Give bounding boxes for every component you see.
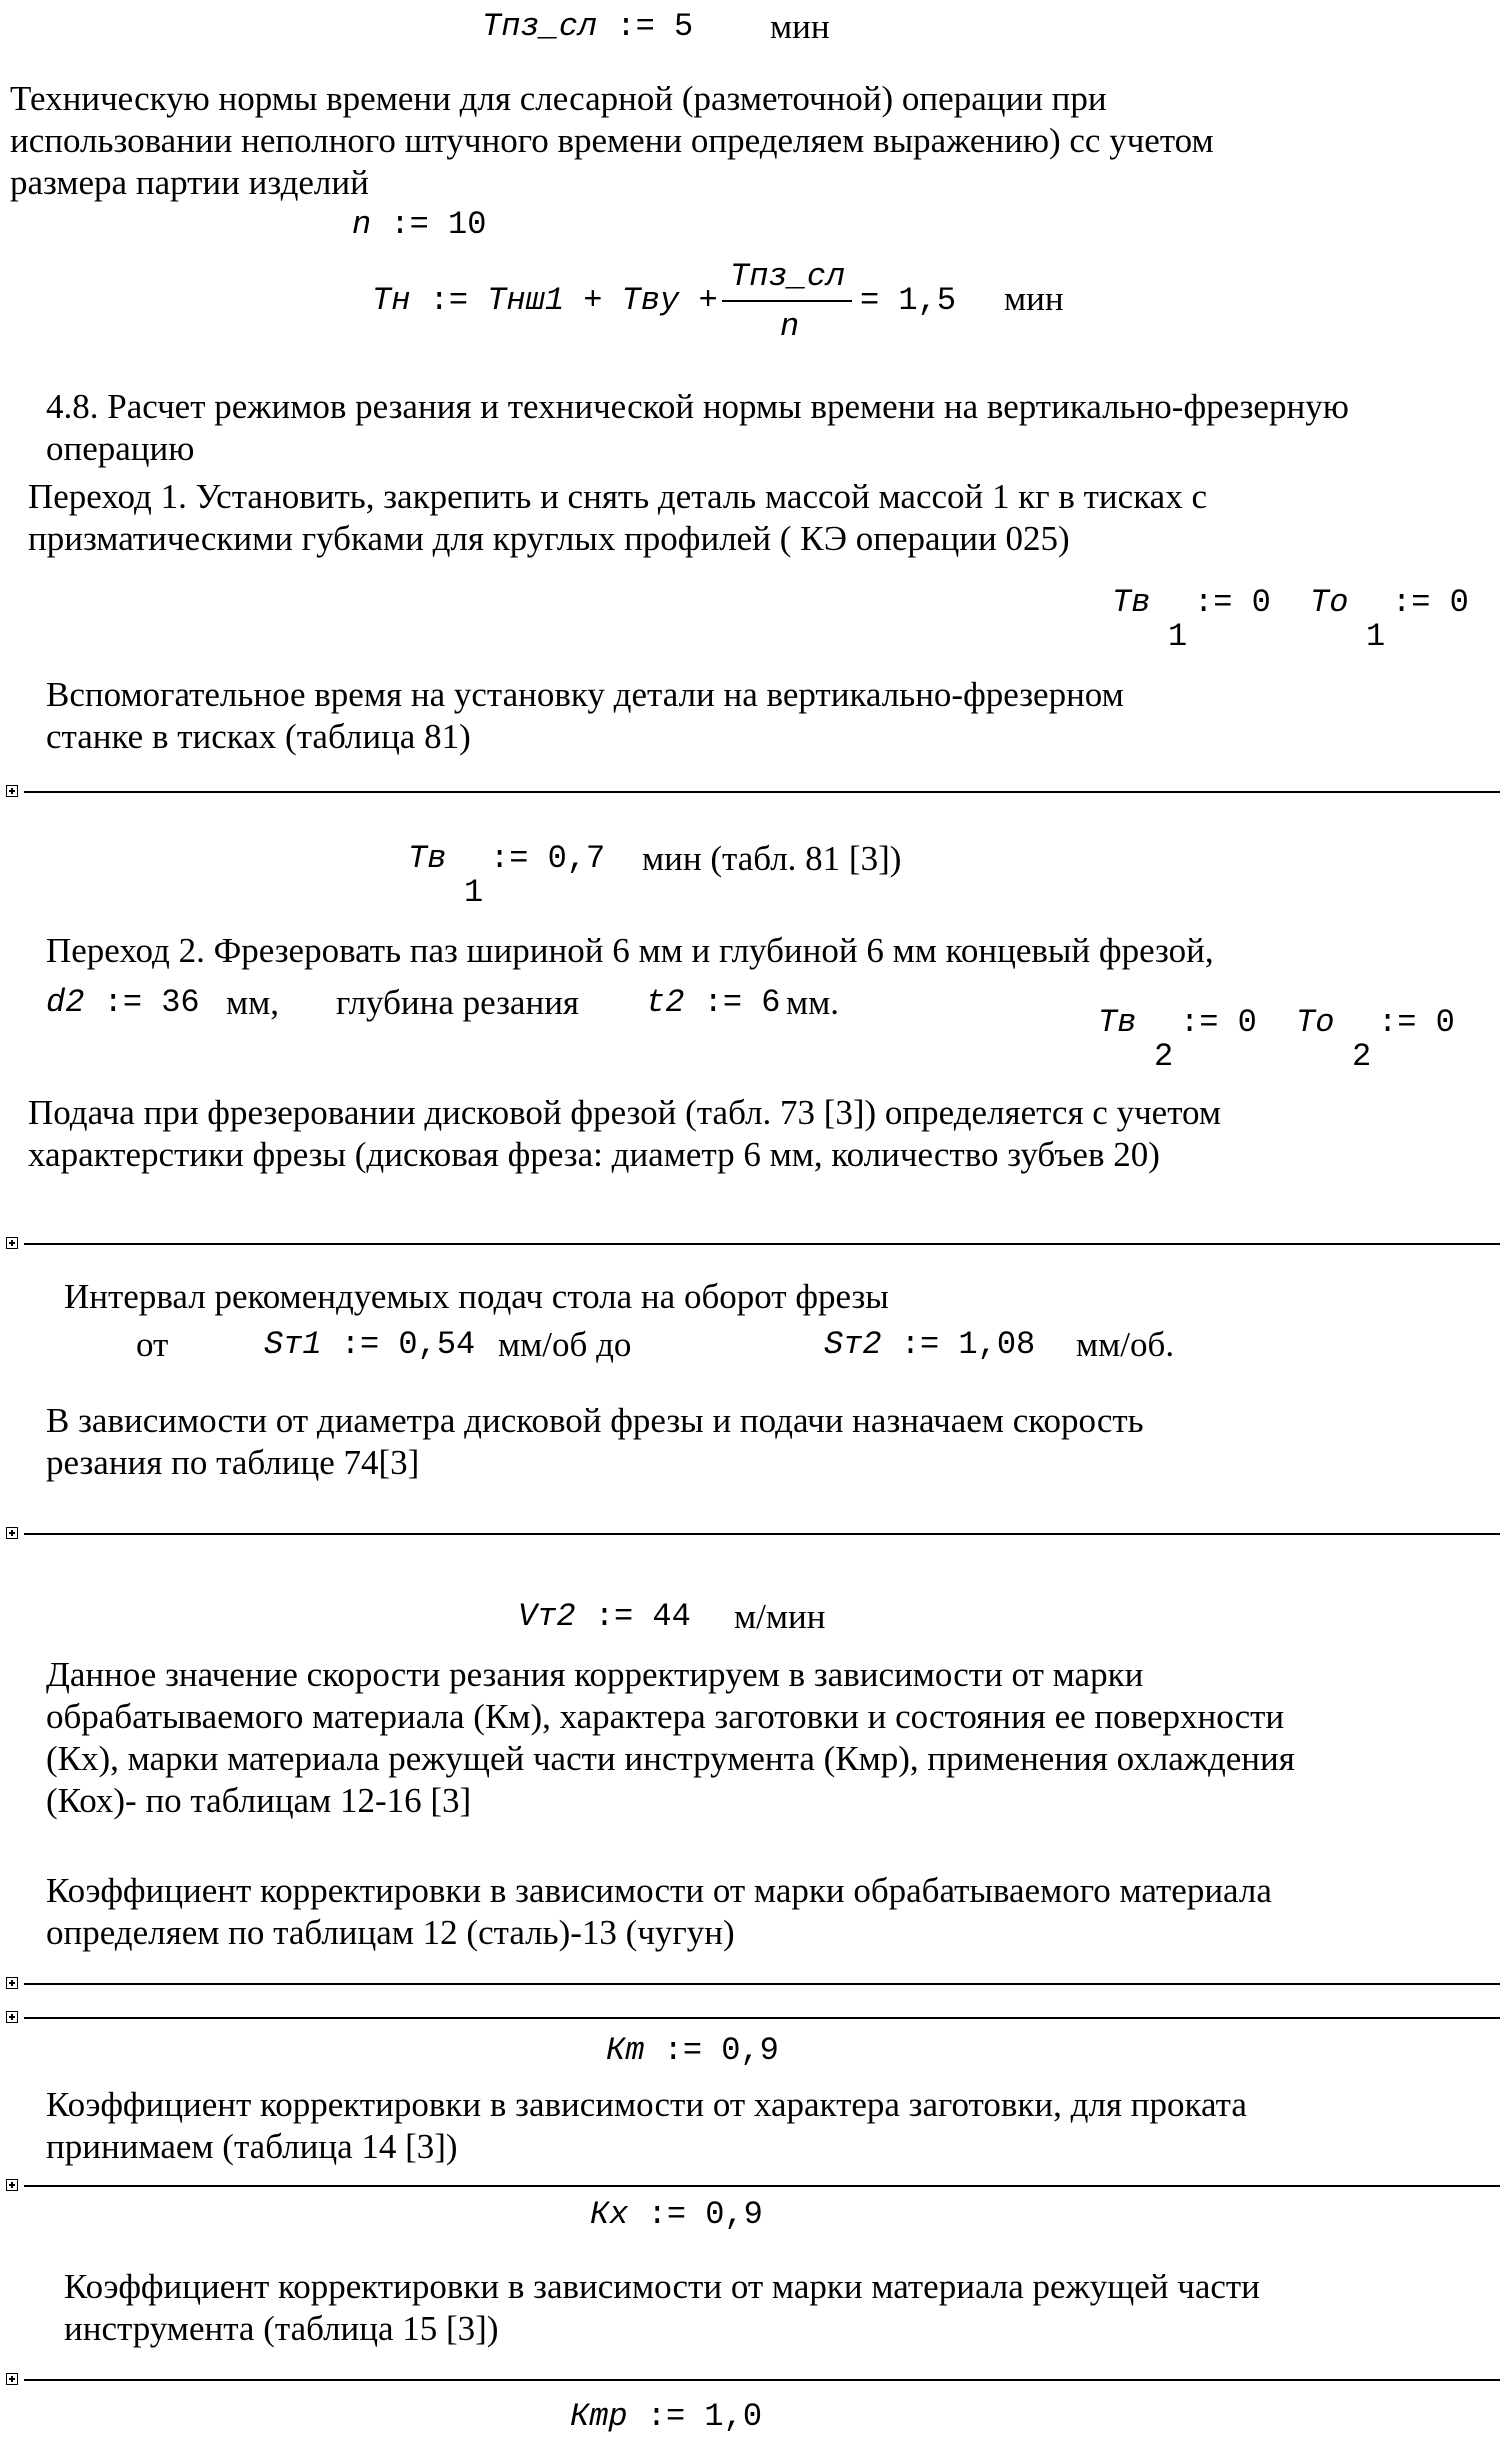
eq-result: 1,5 xyxy=(898,282,957,319)
fraction-numerator: Тпз_сл xyxy=(730,258,846,295)
region-expand-toggle[interactable] xyxy=(6,2011,18,2023)
eq-unit: мм, xyxy=(226,983,280,1022)
eq-value: 10 xyxy=(448,206,487,243)
eq-value: 0,54 xyxy=(398,1326,476,1363)
eq-n[interactable]: n := 10 xyxy=(352,206,487,243)
eq-km[interactable]: Кm := 0,9 xyxy=(606,2032,779,2069)
paragraph-line: принимаем (таблица 14 [3]) xyxy=(46,2127,458,2166)
eq-value: 0,7 xyxy=(547,840,606,877)
paragraph-line: (Кх), марки материала режущей части инструмента (Кмр), применения охлаждения xyxy=(46,1739,1295,1778)
eq-value: 6 xyxy=(761,984,781,1021)
paragraph-line: (Кох)- по таблицам 12-16 [3] xyxy=(46,1781,472,1820)
eq-value: 44 xyxy=(652,1598,691,1635)
eq-value: 0 xyxy=(1237,1004,1257,1041)
eq-subscript: 1 xyxy=(1168,618,1188,655)
section-heading: операцию xyxy=(46,429,195,468)
eq-var: Vт2 xyxy=(518,1598,576,1635)
eq-value: 0,9 xyxy=(721,2032,779,2069)
paragraph-line: Переход 2. Фрезеровать паз шириной 6 мм и глубиной 6 мм концевый фрезой, xyxy=(46,931,1214,970)
eq-var: Тн xyxy=(372,282,411,319)
eq-var: Кх xyxy=(590,2196,629,2233)
eq-value: 1,08 xyxy=(958,1326,1036,1363)
eq-kx[interactable]: Кх := 0,9 xyxy=(590,2196,763,2233)
paragraph-line: станке в тисках (таблица 81) xyxy=(46,717,471,756)
eq-unit: мм/об до xyxy=(498,1325,632,1364)
eq-var: То xyxy=(1296,1004,1335,1041)
eq-value: 36 xyxy=(161,984,200,1021)
paragraph-line: Интервал рекомендуемых подач стола на оборот фрезы xyxy=(64,1277,889,1316)
region-expand-toggle[interactable] xyxy=(6,2179,18,2191)
eq-unit: мин xyxy=(1004,279,1064,318)
eq-subscript: 1 xyxy=(464,874,484,911)
eq-tn[interactable]: Тн := Тнш1 + Тву + Тпз_сл n = 1,5 мин xyxy=(372,258,1064,345)
region-divider xyxy=(24,2017,1500,2019)
eq-unit: м/мин xyxy=(734,1597,826,1636)
eq-value: 0 xyxy=(1449,584,1469,621)
eq-unit: мм/об. xyxy=(1076,1325,1175,1364)
eq-tpz[interactable]: Тпз_сл := 5 xyxy=(482,8,694,45)
eq-var: Тв xyxy=(1112,584,1151,621)
eq-var: Тв xyxy=(408,840,447,877)
eq-subscript: 2 xyxy=(1154,1038,1174,1075)
region-divider xyxy=(24,2379,1500,2381)
eq-tv1-calc[interactable]: Тв 1 := 0,7 мин (табл. 81 [3]) xyxy=(408,839,902,911)
eq-var: n xyxy=(352,206,372,243)
fraction-denominator: n xyxy=(780,308,800,345)
eq-var: Кmр xyxy=(570,2398,628,2435)
eq-vt2[interactable]: Vт2 := 44 xyxy=(518,1598,691,1635)
paragraph-line: призматическими губками для круглых профилей ( КЭ операции 025) xyxy=(28,519,1070,558)
paragraph-line: инструмента (таблица 15 [3]) xyxy=(64,2309,499,2348)
paragraph-line: Переход 1. Установить, закрепить и снять деталь массой массой 1 кг в тисках с xyxy=(28,477,1207,516)
region-expand-toggle[interactable] xyxy=(6,2373,18,2385)
eq-term: Тнш1 xyxy=(487,282,565,319)
eq-var: Тв xyxy=(1098,1004,1137,1041)
paragraph-line: Коэффициент корректировки в зависимости от марки материала режущей части xyxy=(64,2267,1260,2306)
eq-value: 1,0 xyxy=(704,2398,763,2435)
eq-term: Тву xyxy=(621,282,680,319)
region-divider xyxy=(24,1243,1500,1245)
paragraph-line: Данное значение скорости резания корректируем в зависимости от марки xyxy=(46,1655,1144,1694)
eq-var: Кm xyxy=(606,2032,645,2069)
paragraph-line: Техническую нормы времени для слесарной (разметочной) операции при xyxy=(10,79,1107,118)
paragraph-line: Коэффициент корректировки в зависимости от марки обрабатываемого материала xyxy=(46,1871,1272,1910)
eq-feed-interval[interactable]: от Sт1 := 0,54 мм/об до Sт2 := 1,08 мм/об. xyxy=(136,1325,1175,1364)
paragraph-line: использовании неполного штучного времени определяем выражению) сс учетом xyxy=(10,121,1214,160)
eq-var: Sт1 xyxy=(264,1326,322,1363)
paragraph-line: Коэффициент корректировки в зависимости от характера заготовки, для проката xyxy=(46,2085,1247,2124)
eq-label: глубина резания xyxy=(336,983,580,1022)
eq-subscript: 1 xyxy=(1366,618,1386,655)
eq-var: d2 xyxy=(46,984,85,1021)
region-divider xyxy=(24,2185,1500,2187)
paragraph-line: В зависимости от диаметра дисковой фрезы и подачи назначаем скорость xyxy=(46,1401,1144,1440)
region-divider xyxy=(24,1983,1500,1985)
eq-value: 0,9 xyxy=(705,2196,763,2233)
eq-note: мин (табл. 81 [3]) xyxy=(642,839,902,878)
eq-tv1-to1[interactable]: Тв 1 := 0 То 1 := 0 xyxy=(1112,584,1469,655)
paragraph-line: Вспомогательное время на установку детали на вертикально-фрезерном xyxy=(46,675,1124,714)
eq-var: Тпз_сл xyxy=(482,8,598,45)
section-heading: 4.8. Расчет режимов резания и технической нормы времени на вертикально-фрезерную xyxy=(46,387,1349,426)
eq-d2-t2[interactable]: d2 := 36 мм, глубина резания t2 := 6 мм. xyxy=(46,983,840,1022)
eq-value: 5 xyxy=(674,8,694,45)
paragraph-line: обрабатываемого материала (Км), характера заготовки и состояния ее поверхности xyxy=(46,1697,1285,1736)
paragraph-line: характерстики фрезы (дисковая фреза: диаметр 6 мм, количество зубъев 20) xyxy=(28,1135,1160,1174)
eq-unit: мин xyxy=(770,7,830,46)
region-expand-toggle[interactable] xyxy=(6,1527,18,1539)
paragraph-line: размера партии изделий xyxy=(10,163,369,202)
eq-var: Sт2 xyxy=(824,1326,882,1363)
region-expand-toggle[interactable] xyxy=(6,1237,18,1249)
eq-label: от xyxy=(136,1325,169,1364)
eq-value: 0 xyxy=(1251,584,1271,621)
paragraph-line: определяем по таблицам 12 (сталь)-13 (чугун) xyxy=(46,1913,735,1952)
paragraph-line: Подача при фрезеровании дисковой фрезой (табл. 73 [3]) определяется с учетом xyxy=(28,1093,1222,1132)
eq-value: 0 xyxy=(1435,1004,1455,1041)
region-divider xyxy=(24,791,1500,793)
region-divider xyxy=(24,1533,1500,1535)
eq-tv2-to2[interactable]: Тв 2 := 0 То 2 := 0 xyxy=(1098,1004,1455,1075)
fraction-bar xyxy=(722,300,852,302)
region-expand-toggle[interactable] xyxy=(6,1977,18,1989)
paragraph-line: резания по таблице 74[3] xyxy=(46,1443,420,1482)
region-expand-toggle[interactable] xyxy=(6,785,18,797)
eq-kmr[interactable]: Кmр := 1,0 xyxy=(570,2398,763,2435)
eq-var: То xyxy=(1310,584,1349,621)
eq-subscript: 2 xyxy=(1352,1038,1372,1075)
eq-var: t2 xyxy=(646,984,685,1021)
eq-unit: мм. xyxy=(786,983,840,1022)
